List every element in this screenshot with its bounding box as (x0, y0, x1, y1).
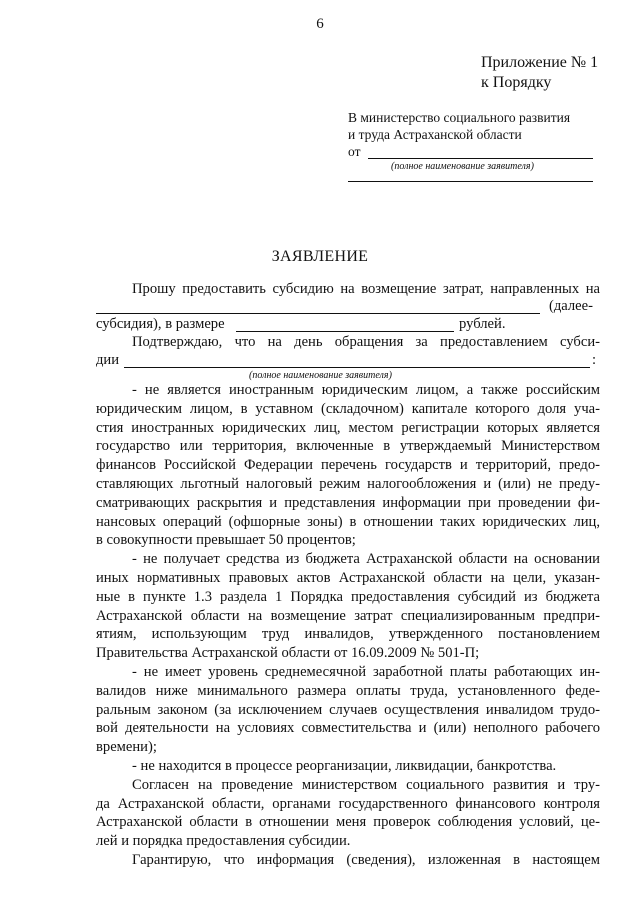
body-line: - не находится в процессе реорганизации, ликвидации, банкротства. (132, 758, 557, 774)
body-line: Гарантирую, что информация (сведения), изложенная в настоящем (132, 852, 600, 868)
body-line: - не получает средства из бюджета Астраханской области на основании (132, 551, 600, 568)
confirm-applicant-caption: (полное наименование заявителя) (249, 370, 392, 381)
applicant-name-caption: (полное наименование заявителя) (391, 161, 534, 172)
appendix-line-2: к Порядку (481, 74, 552, 91)
page-number: 6 (316, 16, 324, 32)
subsidy-amount-field[interactable] (236, 331, 454, 332)
body-line: Астраханской области в отношении меня проверок соблюдения условий, це- (96, 814, 600, 831)
body-line: ятиям, использующим труд инвалидов, утвержденного постановлением (96, 626, 600, 643)
body-line: - не является иностранным юридическим лицом, а также российским (132, 382, 600, 398)
addressee-line-1: В министерство социального развития (348, 110, 571, 125)
body-line: государство или территория, включенные в утверждаемый Министерством (96, 438, 600, 455)
body-line: времени); (96, 739, 157, 756)
confirm-line-2-end: : (592, 352, 597, 368)
body-line: в совокупности превышает 50 процентов; (96, 532, 356, 549)
addressee-from-label: от (348, 144, 361, 159)
body-line: - не имеет уровень среднемесячной заработной платы работающих ин- (132, 664, 600, 680)
confirm-line-2-start: дии (96, 352, 120, 368)
body-line: юридическим лицом, в уставном (складочном) капитале которого доля уча- (96, 400, 600, 417)
body-line: Правительства Астраханской области от 16.09.2009 № 501-П; (96, 645, 480, 662)
body-line: вой деятельности на условиях совместительства и (или) неполного рабочего (96, 720, 600, 737)
body-line: лей и порядка предоставления субсидии. (96, 833, 351, 850)
appendix-line-1: Приложение № 1 (481, 54, 599, 71)
request-line-3-end: рублей. (459, 316, 506, 332)
body-line: стия иностранных юридических лиц, местом регистрации которых является (96, 419, 600, 436)
document-title: ЗАЯВЛЕНИЕ (271, 248, 369, 265)
body-line: иных нормативных правовых актов Астраханской области на цели, указан- (96, 570, 600, 586)
body-line: сматривающих раскрытия и представления информации при проведении фи- (96, 494, 600, 511)
subsidy-purpose-field[interactable] (96, 313, 540, 314)
confirm-applicant-field[interactable] (124, 367, 590, 368)
body-line: ставляющих льготный налоговый режим налогообложения и (или) не преду- (96, 476, 600, 492)
body-line: Астраханской области на возмещение затрат специализированным предпри- (96, 607, 600, 624)
body-line: финансов Российской Федерации перечень государств и территорий, предо- (96, 457, 600, 474)
applicant-name-field[interactable] (368, 158, 593, 159)
body-line: ные в пункте 1.3 раздела 1 Порядка предоставления субсидий из бюджета (96, 588, 600, 605)
applicant-name-field-2[interactable] (348, 181, 593, 182)
body-line: валидов ниже минимального размера оплаты труда, установленного феде- (96, 682, 600, 699)
request-line-3-start: субсидия), в размере (96, 316, 225, 332)
body-line: ральным законом (за исключением случаев осуществления инвалидом трудо- (96, 701, 600, 718)
addressee-line-2: и труда Астраханской области (348, 127, 522, 142)
request-line-2-end: (далее- (549, 298, 593, 314)
body-line: нансовых операций (офшорные зоны) в отношении таких юридических лиц, (96, 513, 600, 530)
body-line: да Астраханской области, органами государственного финансового контроля (96, 795, 600, 812)
confirm-line-1: Подтверждаю, что на день обращения за предоставлением субси- (132, 334, 600, 350)
request-line-1: Прошу предоставить субсидию на возмещение затрат, направленных на (132, 281, 600, 297)
body-line: Согласен на проведение министерством социального развития и тру- (132, 776, 600, 793)
